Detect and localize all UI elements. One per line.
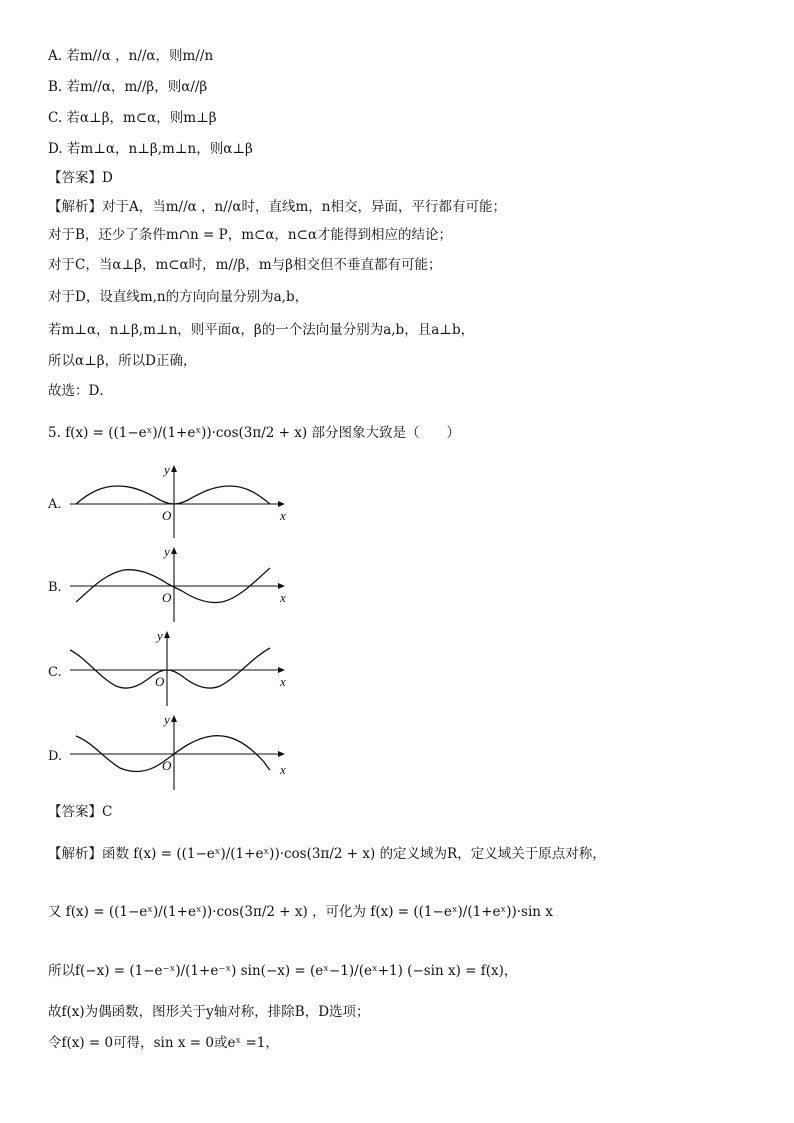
- q4-analysis-line-1: 【解析】对于A，当m//α ，n//α时，直线m，n相交，异面，平行都有可能；: [48, 199, 506, 215]
- origin-label: O: [155, 674, 165, 689]
- q5-answer: 【答案】C: [48, 804, 113, 820]
- q5-option-c-label: C.: [48, 665, 62, 680]
- y-axis-label: y: [157, 628, 163, 643]
- q4-option-a: A. 若m//α ，n//α，则m//n: [48, 48, 214, 64]
- q4-option-d: D. 若m⊥α，n⊥β,m⊥n，则α⊥β: [48, 141, 253, 157]
- q4-analysis-line-2: 对于B，还少了条件m∩n = P，m⊂α，n⊂α才能得到相应的结论；: [48, 227, 453, 243]
- q4-analysis-line-6: 所以α⊥β，所以D正确，: [48, 353, 197, 369]
- origin-label: O: [162, 590, 172, 605]
- q4-analysis-line-7: 故选：D．: [48, 383, 113, 399]
- q5-number: 5.: [48, 425, 61, 441]
- q4-analysis-line-3: 对于C，当α⊥β，m⊂α时，m//β，m与β相交但不垂直都有可能；: [48, 257, 442, 273]
- x-axis-arrow: [278, 667, 285, 673]
- y-axis-label: y: [164, 712, 170, 727]
- q4-analysis-line-5: 若m⊥α，n⊥β,m⊥n，则平面α，β的一个法向量分别为a,b，且a⊥b，: [48, 322, 475, 338]
- q5-option-a-label: A.: [48, 497, 62, 512]
- q5-analysis-line-3: 所以f(−x) = (1−e⁻ˣ)/(1+e⁻ˣ) sin(−x) = (eˣ−1)/(eˣ+1) (−sin x) = f(x)，: [48, 963, 518, 979]
- x-axis-label: x: [280, 762, 286, 777]
- x-axis-arrow: [278, 501, 285, 507]
- y-axis-arrow: [171, 547, 177, 554]
- y-axis-label: y: [164, 462, 170, 477]
- x-axis-arrow: [278, 583, 285, 589]
- curve: [70, 648, 270, 688]
- x-axis-arrow: [278, 751, 285, 757]
- origin-label: O: [162, 508, 172, 523]
- q5-option-b-graph: [60, 544, 290, 626]
- q5-analysis-line-5: 令f(x) = 0可得，sin x = 0或eˣ =1，: [48, 1035, 279, 1051]
- analysis-prefix: 又: [48, 904, 62, 920]
- q5-stem: [48, 424, 460, 442]
- curve: [76, 486, 270, 504]
- analysis-formula: f(x) = ((1−eˣ)/(1+eˣ))·cos(3π/2 + x): [65, 904, 308, 920]
- q5-question: 部分图象大致是（ ）: [311, 425, 460, 441]
- x-axis-label: x: [280, 674, 286, 689]
- q5-analysis-line-4: 故f(x)为偶函数，图形关于y轴对称，排除B，D选项；: [48, 1004, 370, 1020]
- q5-option-a-graph: [60, 462, 290, 542]
- q5-option-d-graph: [60, 712, 290, 794]
- analysis-formula-2: f(x) = ((1−eˣ)/(1+eˣ))·sin x: [370, 904, 553, 920]
- q4-option-b: B. 若m//α，m//β，则α//β: [48, 79, 208, 95]
- y-axis-label: y: [164, 544, 170, 559]
- q5-option-b-label: B.: [48, 580, 62, 595]
- x-axis-label: x: [280, 590, 286, 605]
- y-axis-arrow: [171, 715, 177, 722]
- q5-option-c-graph: [60, 628, 290, 710]
- x-axis-label: x: [280, 508, 286, 523]
- origin-label: O: [162, 758, 172, 773]
- y-axis-arrow: [171, 465, 177, 472]
- q5-formula: f(x) = ((1−eˣ)/(1+eˣ))·cos(3π/2 + x): [65, 425, 308, 441]
- analysis-prefix: 【解析】函数: [48, 846, 129, 862]
- q4-option-c: C. 若α⊥β，m⊂α，则m⊥β: [48, 110, 217, 126]
- analysis-suffix: 的定义域为R，定义域关于原点对称，: [379, 846, 606, 862]
- y-axis-arrow: [164, 631, 170, 638]
- curve: [76, 568, 270, 603]
- q5-analysis-line-1: [48, 845, 606, 863]
- q4-answer: 【答案】D: [48, 170, 113, 186]
- q5-analysis-line-2: [48, 903, 553, 921]
- q4-analysis-line-4: 对于D，设直线m,n的方向向量分别为a,b，: [48, 289, 309, 305]
- analysis-mid: ，可化为: [312, 904, 367, 920]
- analysis-formula: f(x) = ((1−eˣ)/(1+eˣ))·cos(3π/2 + x): [133, 846, 376, 862]
- q5-option-d-label: D.: [48, 749, 63, 764]
